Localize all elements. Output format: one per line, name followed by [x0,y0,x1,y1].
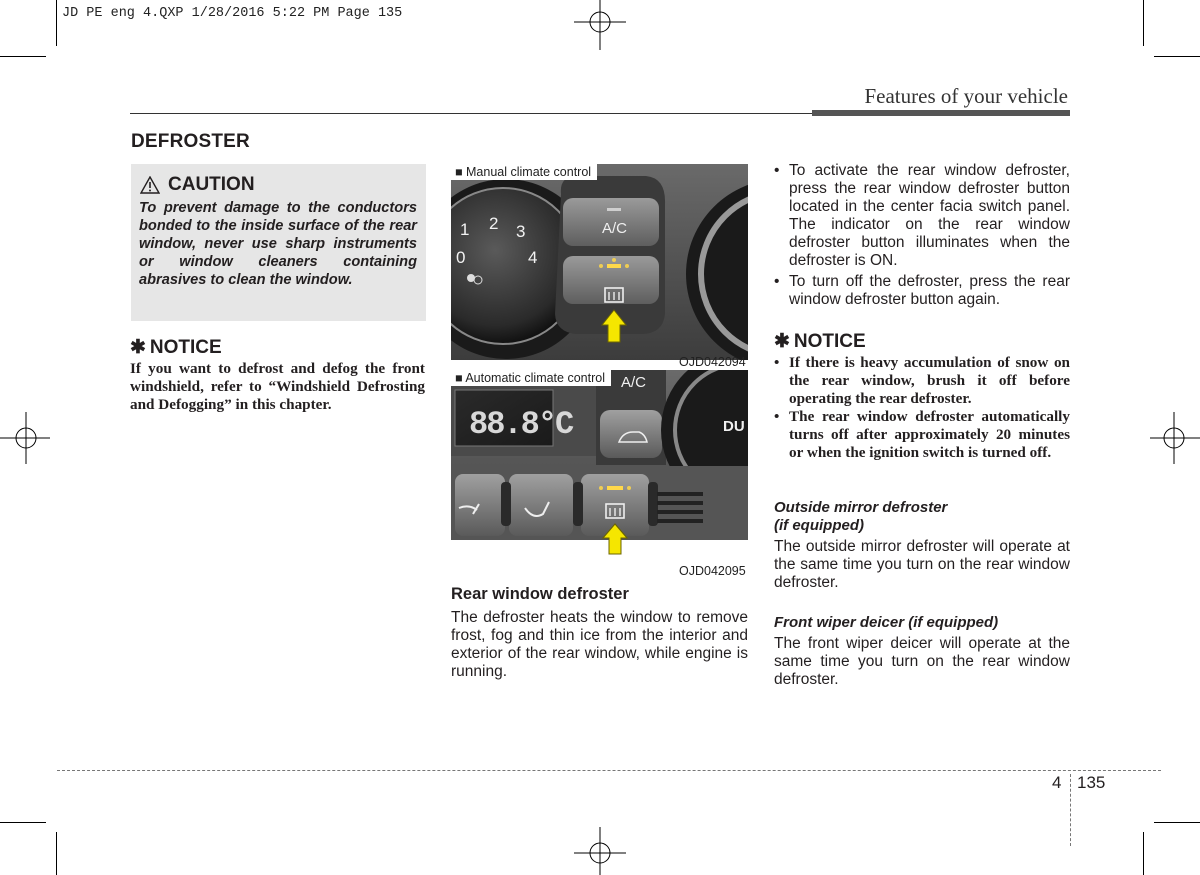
registration-mark-right [1150,412,1200,464]
ac-button-label: A/C [602,220,628,237]
knob-number-2: 2 [489,214,499,233]
defroster-instructions [774,162,1070,309]
printer-slug: JD PE eng 4.QXP 1/28/2016 5:22 PM Page 135 [62,6,403,21]
instruction-deactivate: • To turn off the defroster, press the rear window defroster button again. [774,273,1070,309]
header-rule [130,113,820,114]
notice-star-icon: ✱ [130,337,146,358]
dual-button-label: DU [723,418,745,435]
page-number: 135 [1077,773,1106,792]
wiper-deicer-title: Front wiper deicer (if equipped) [774,614,999,631]
registration-mark-left [0,412,50,464]
registration-mark-bottom [574,827,626,875]
notice-title-left: NOTICE [149,336,222,358]
footer-dashed-divider [1070,774,1071,846]
figure-automatic-climate [451,370,748,580]
mirror-defroster-body: The outside mirror defroster will operate at the same time you turn on the rear window defroster. [774,538,1070,591]
figure-caption-manual: ■ Manual climate control [451,164,597,180]
footer-dashed-rule [57,770,1161,771]
knob-number-3: 3 [516,222,526,241]
mirror-defroster-title [774,499,947,535]
manual-climate-illustration [451,164,748,370]
ac-button-label-auto: A/C [621,374,647,391]
figure-caption-auto: ■ Automatic climate control [451,370,611,386]
rear-defroster-body: The defroster heats the window to remove frost, fog and thin ice from the interior and exterior of the rear window, while engine is running. [451,609,748,680]
caution-body: To prevent damage to the conductors bonded to the inside surface of the rear window, never use sharp instruments or window cleaners containing abrasives to clean the window. [139,200,417,288]
temperature-display: 88.8°C [469,406,573,443]
section-title: DEFROSTER [131,131,250,152]
rear-defroster-title: Rear window defroster [451,585,629,603]
chapter-number: 4 [1052,773,1062,792]
caution-title: CAUTION [168,174,255,195]
notice-item-snow: • If there is heavy accumulation of snow on the rear window, brush it off before operating the rear defroster. [774,354,1070,408]
notice-star-icon-right: ✱ [774,331,790,352]
figure-manual-climate [451,164,748,370]
mirror-defroster-title-line2: (if equipped) [774,517,864,534]
notice-heading-left [130,336,222,359]
warning-triangle-icon [140,176,160,194]
automatic-climate-illustration [451,370,748,580]
figure-code-manual: OJD042094 [679,355,746,369]
wiper-deicer-body: The front wiper deicer will operate at the same time you turn on the rear window defroster. [774,635,1070,688]
knob-number-0: 0 [456,248,466,267]
mirror-defroster-title-line1: Outside mirror defroster [774,499,948,516]
figure-code-auto: OJD042095 [679,564,746,578]
header-rule-accent [812,110,1070,116]
knob-number-4: 4 [528,248,538,267]
caution-heading [140,174,255,196]
running-head: Features of your vehicle [864,84,1068,108]
registration-mark-top [574,0,626,50]
notice-list-right [774,354,1070,462]
notice-body-left: If you want to defrost and defog the front windshield, refer to “Windshield Defrosting and Defogging” in this chapter. [130,360,425,413]
notice-title-right: NOTICE [793,330,866,352]
instruction-activate: • To activate the rear window defroster, press the rear window defroster button located in the center facia switch panel. The indicator on the rear window defroster button illuminates when the defroster is ON. [774,162,1070,270]
notice-item-auto-off: • The rear window defroster automatically turns off after approximately 20 minutes or when the ignition switch is turned off. [774,408,1070,462]
notice-heading-right [774,330,866,353]
knob-number-1: 1 [460,220,470,239]
